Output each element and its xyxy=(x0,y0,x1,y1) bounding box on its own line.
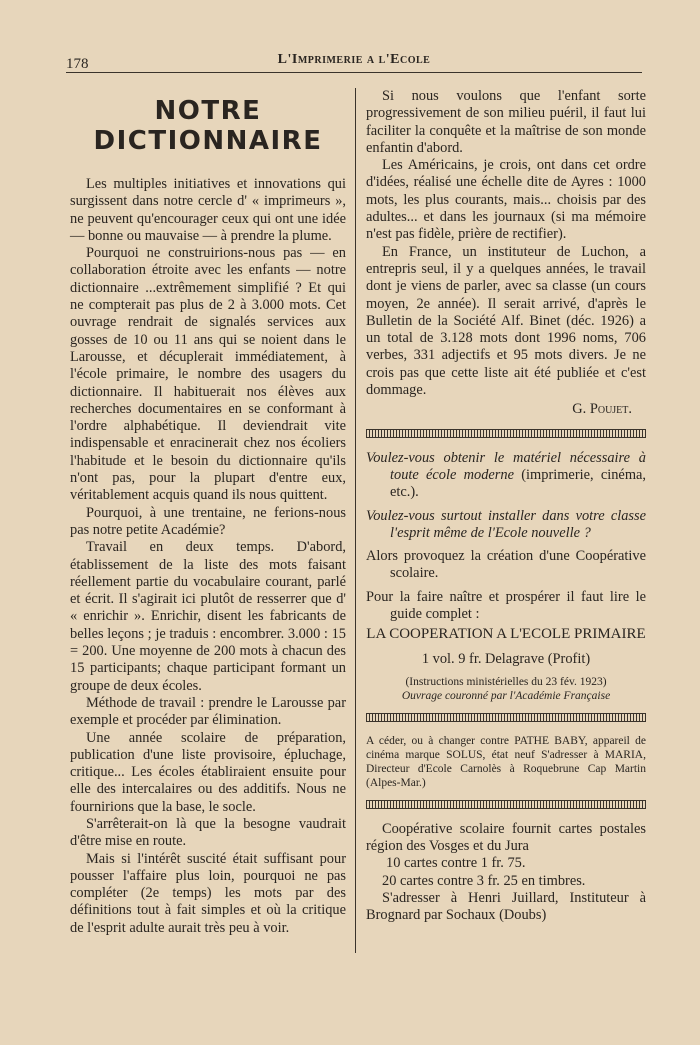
book-title: LA COOPERATION A L'ECOLE PRIMAIRE xyxy=(366,626,646,643)
right-column xyxy=(366,88,646,924)
ad-question-2: Voulez-vous surtout installer dans votre classe l'esprit même de l'Ecole nouvelle ? xyxy=(366,507,646,541)
header-rule xyxy=(66,72,642,73)
ad-line-3: Alors provoquez la création d'une Coopérative scolaire. xyxy=(366,548,646,582)
ad-line-4: Pour la faire naître et prospérer il faut lire le guide complet : xyxy=(366,588,646,623)
book-instructions: (Instructions ministérielles du 23 fév. 1923) xyxy=(405,675,607,688)
book-info: 1 vol. 9 fr. Delagrave (Profit) xyxy=(421,651,591,668)
paragraph: Mais si l'intérêt suscité était suffisant pour pousser l'affaire plus loin, pourquoi ne pas compléter (2e temps) les mots par des définitions tout à fait simples et où la critique de l'esprit adulte aurait très peu à voir. xyxy=(70,850,346,936)
left-column xyxy=(70,88,346,937)
paragraph: Une année scolaire de préparation, publication d'une liste provisoire, épluchage, critique... Les écoles établiraient ensuite pour elle des intercalaires ou des additifs. Nous ne fournirions que la base, le socle. xyxy=(70,729,346,815)
separator-rule xyxy=(366,800,646,809)
article-title: NOTRE DICTIONNAIRE xyxy=(93,96,323,156)
cooperation-ad xyxy=(366,450,646,703)
page-number: 178 xyxy=(66,56,89,72)
article-signature: G. Poujet. xyxy=(572,401,632,418)
ad-question-1-text: Voulez-vous obtenir le matériel nécessaire à toute école moderne xyxy=(366,449,646,483)
column-divider xyxy=(355,88,356,953)
page-header xyxy=(66,50,642,72)
postcards-line-1: Coopérative scolaire fournit cartes postales région des Vosges et du Jura xyxy=(366,820,646,854)
paragraph: Méthode de travail : prendre le Larousse par exemple et procéder par élimination. xyxy=(70,694,346,729)
paragraph: Pourquoi ne construirions-nous pas — en collaboration étroite avec les enfants — notre dictionnaire ...extrêmement simplifié ? Et qui ne compterait pas plus de 2 à 3.000 mots. Cet ouvrage rendrait de signalés services aux gosses de 10 ou 11 ans qui se noient dans le Larousse, et décuplerait immédiatement, à l'école primaire, le nombre des usagers du dictionnaire. Il habituerait nos élèves aux recherches documentaires en se conformant à l'ordre alphabétique. Il deviendrait vite indispensable et enracinerait chez nos écoliers l'habitude et le besoin du dictionnaire qu'ils n'ont pas, pour la plupart d'entre eux, véritablement acquis quand ils nous quittent. xyxy=(70,245,346,504)
paragraph: Les multiples initiatives et innovations qui surgissent dans notre cercle d' « imprimeurs », ne peuvent qu'encourager ceux qui ont une idée — bonne ou mauvaise — à prendre la plume. xyxy=(70,176,346,244)
postcards-line-4: S'adresser à Henri Juillard, Instituteur à Brognard par Sochaux (Doubs) xyxy=(366,889,646,924)
journal-title: L'Imprimerie a l'Ecole xyxy=(277,52,431,67)
book-award: Ouvrage couronné par l'Académie Française xyxy=(401,689,611,702)
paragraph: En France, un instituteur de Luchon, a entrepris seul, il y a quelques années, le travail dont je viens de parler, avec sa classe (un cours moyen, 2e année). Il serait arrivé, d'après le Bulletin de la Société Alf. Binet (déc. 1926) a un total de 3.128 mots dont 1996 noms, 706 verbes, 331 adjectifs et 95 mots divers. Je ne crois pas que cette liste ait été publiée et c'est dommage. xyxy=(366,243,646,399)
separator-rule xyxy=(366,713,646,722)
postcards-line-2: 10 cartes contre 1 fr. 75. xyxy=(386,855,526,872)
classified-ad: A céder, ou à changer contre PATHE BABY, appareil de cinéma marque SOLUS, état neuf S'adresser à MARIA, Directeur d'Ecole Carnolès à Roquebrune Cap Martin (Alpes-Mar.) xyxy=(366,734,646,789)
ad-question-1-tail: (imprimerie, cinéma, etc.). xyxy=(390,466,646,501)
paragraph: Les Américains, je crois, ont dans cet ordre d'idées, réalisé une échelle dite de Ayres : 1000 mots, les plus courants, mais... choisis par des adultes... et dans les journaux (si ma mémoire n'est pas fidèle, prière de rectifier). xyxy=(366,157,646,243)
ad-question-1 xyxy=(366,450,646,502)
postcards-line-3: 20 cartes contre 3 fr. 25 en timbres. xyxy=(382,872,586,889)
paragraph: Travail en deux temps. D'abord, établissement de la liste des mots faisant réellement partie du vocabulaire courant, parlé et écrit. Il s'agirait ici plutôt de resserrer que d' « enrichir ». Enrichir, disent les fabricants de belles leçons ; je traduis : encombrer. 3.000 : 15 = 200. Une moyenne de 200 mots à chacun des 15 participants; chaque participant formant un groupe de deux écoles. xyxy=(70,539,346,694)
paragraph: S'arrêterait-on là que la besogne vaudrait d'être mise en route. xyxy=(70,815,346,850)
separator-rule xyxy=(366,429,646,438)
paragraph: Pourquoi, à une trentaine, ne ferions-nous pas notre petite Académie? xyxy=(70,504,346,538)
postcards-ad xyxy=(366,821,646,925)
paragraph: Si nous voulons que l'enfant sorte progressivement de son milieu puéril, il faut lui faciliter la conquête et la maîtrise de son monde enfantin d'abord. xyxy=(366,88,646,156)
